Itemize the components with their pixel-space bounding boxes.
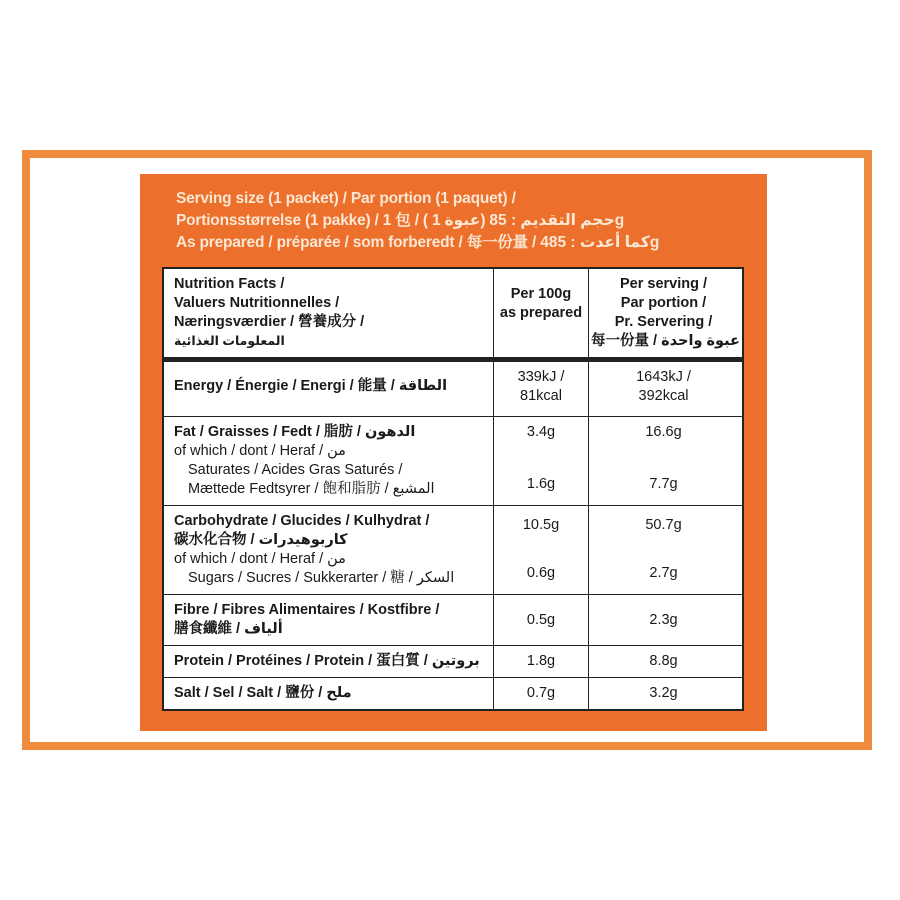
carbs-per100 <box>493 506 588 594</box>
fat-label: Fat / Graisses / Fedt / 脂肪 / الدهون <box>174 424 416 440</box>
nutrition-table <box>162 267 744 711</box>
salt-serving-value: 3.2g <box>649 685 678 701</box>
table-row-energy <box>164 361 742 416</box>
protein-per100 <box>493 646 588 677</box>
header-serving-line: Per serving / <box>619 276 708 292</box>
sugars-label: Sugars / Sucres / Sukkerarter / 糖 / السكر <box>188 570 455 586</box>
header-per100-line: Per 100g <box>510 286 572 302</box>
energy-serving-line: 1643kJ / <box>636 369 691 385</box>
header-title-line: Næringsværdier / 營養成分 / <box>174 314 365 330</box>
serving-size-text <box>176 188 736 254</box>
energy-per100 <box>493 362 588 416</box>
salt-label-cell <box>164 678 493 709</box>
fibre-per100-value: 0.5g <box>526 612 556 628</box>
saturates-serving-value: 7.7g <box>649 476 678 492</box>
header-serving-line: Par portion / <box>620 295 707 311</box>
carbs-serving-value: 50.7g <box>645 517 682 533</box>
sugars-per100-value: 0.6g <box>526 565 556 581</box>
fibre-label: Fibre / Fibres Alimentaires / Kostfibre / <box>174 602 440 618</box>
protein-label: Protein / Protéines / Protein / 蛋白質 / بروتين <box>174 653 480 669</box>
energy-label: Energy / Énergie / Energi / 能量 / الطاقة <box>174 378 448 394</box>
fibre-perserving <box>588 595 738 645</box>
header-serving-line: 每一份量 / عبوة واحدة <box>591 333 740 349</box>
header-per100-line: as prepared <box>499 305 583 321</box>
fibre-per100 <box>493 595 588 645</box>
carbs-label: Carbohydrate / Glucides / Kulhydrat / <box>174 513 430 529</box>
protein-per100-value: 1.8g <box>526 653 556 669</box>
energy-label-cell <box>164 362 493 416</box>
energy-per100-line: 339kJ / <box>517 369 565 385</box>
sugars-serving-value: 2.7g <box>649 565 678 581</box>
fat-serving-value: 16.6g <box>645 424 682 440</box>
fibre-label-cell <box>164 595 493 645</box>
table-row-carbohydrate <box>164 505 742 594</box>
table-row-fat <box>164 416 742 505</box>
table-header-row <box>164 269 742 361</box>
table-row-protein <box>164 645 742 677</box>
serving-line-2: Portionsstørrelse (1 pakke) / 1 包 / ( 1 عبوة) حجم التقديم : 85g <box>176 212 625 229</box>
salt-per100-value: 0.7g <box>526 685 556 701</box>
nutrition-panel <box>140 174 767 731</box>
carbs-perserving <box>588 506 738 594</box>
serving-line-1: Serving size (1 packet) / Par portion (1 paquet) / <box>176 190 516 207</box>
fat-sub-label: Saturates / Acides Gras Saturés / <box>188 462 403 478</box>
fibre-serving-value: 2.3g <box>649 612 678 628</box>
protein-label-cell <box>164 646 493 677</box>
serving-line-3: As prepared / préparée / som forberedt / 每一份量 / كما أعدت : 485g <box>176 234 660 251</box>
header-per-serving <box>588 269 738 357</box>
header-per-100g <box>493 269 588 357</box>
fat-perserving <box>588 417 738 505</box>
energy-perserving <box>588 362 738 416</box>
carbs-label-cell <box>164 506 493 594</box>
header-title-line: Nutrition Facts / <box>174 276 285 292</box>
energy-serving-line: 392kcal <box>638 388 689 404</box>
salt-label: Salt / Sel / Salt / 鹽份 / ملح <box>174 685 352 701</box>
table-row-fibre <box>164 594 742 645</box>
header-serving-line: Pr. Servering / <box>614 314 713 330</box>
protein-serving-value: 8.8g <box>649 653 678 669</box>
carbs-label: 碳水化合物 / كاربوهيدرات <box>174 532 348 548</box>
fibre-label: 膳食纖維 / ألياف <box>174 621 283 637</box>
energy-per100-line: 81kcal <box>520 388 562 404</box>
saturates-per100-value: 1.6g <box>526 476 556 492</box>
fat-of-which: of which / dont / Heraf / من <box>174 443 346 459</box>
protein-perserving <box>588 646 738 677</box>
fat-per100 <box>493 417 588 505</box>
header-title-line: المعلومات الغذائية <box>174 334 285 348</box>
header-title <box>164 269 493 357</box>
table-row-salt <box>164 677 742 709</box>
fat-sub-label: Mættede Fedtsyrer / 飽和脂肪 / المشبع <box>188 481 435 497</box>
carbs-per100-value: 10.5g <box>522 517 560 533</box>
salt-perserving <box>588 678 738 709</box>
carbs-of-which: of which / dont / Heraf / من <box>174 551 346 567</box>
salt-per100 <box>493 678 588 709</box>
fat-label-cell <box>164 417 493 505</box>
fat-per100-value: 3.4g <box>526 424 556 440</box>
header-title-line: Valuers Nutritionnelles / <box>174 295 340 311</box>
